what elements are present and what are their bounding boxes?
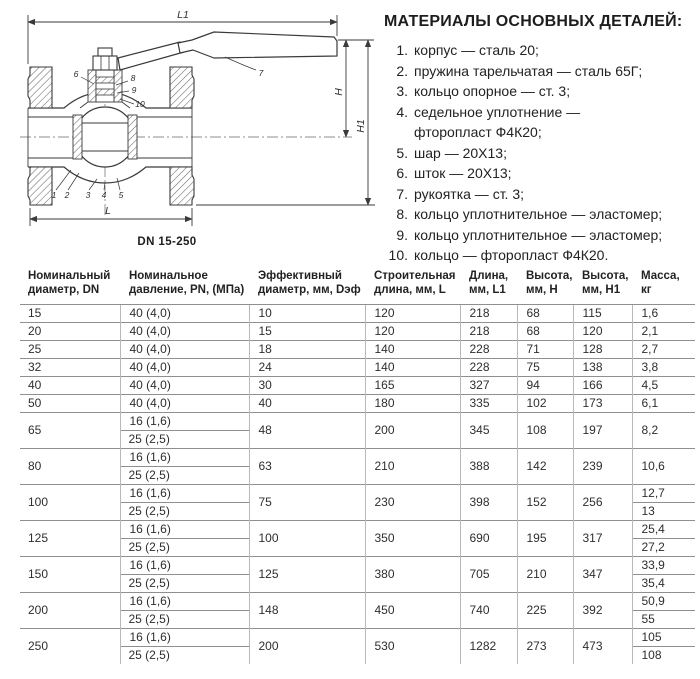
table-cell: 50,9 [632,593,695,611]
spec-table-head-row [20,270,695,305]
table-cell: 16 (1,6) [120,413,249,431]
table-row [20,341,695,359]
material-item [384,40,696,61]
table-cell: 347 [573,557,632,593]
material-item-text: пружина тарельчатая — сталь 65Г; [414,62,643,79]
table-cell: 6,1 [632,395,695,413]
table-cell: 16 (1,6) [120,557,249,575]
material-item-number: 10. [388,247,408,263]
table-cell: 10 [249,305,365,323]
table-row [20,485,695,503]
callout-8: 8 [130,73,136,83]
material-item-text: шток — 20Х13; [414,165,512,181]
table-cell: 120 [365,305,460,323]
table-cell: 705 [460,557,517,593]
table-cell: 380 [365,557,460,593]
table-cell: 100 [249,521,365,557]
table-cell: 740 [460,593,517,629]
table-cell: 530 [365,629,460,665]
table-cell: 40 (4,0) [120,377,249,395]
table-cell: 317 [573,521,632,557]
table-cell: 100 [20,485,120,521]
callout-7: 7 [258,68,264,78]
material-item-number: 6. [396,165,408,181]
table-cell: 350 [365,521,460,557]
material-item-number: 1. [396,42,408,58]
callout-4: 4 [101,190,107,200]
dimension-h1 [196,40,375,205]
material-item-text: кольцо опорное — ст. 3; [414,83,571,99]
material-item-number: 4. [396,103,408,120]
table-cell: 152 [517,485,573,521]
table-cell: 273 [517,629,573,665]
table-cell: 473 [573,629,632,665]
table-cell: 3,8 [632,359,695,377]
table-cell: 105 [632,629,695,647]
table-cell: 108 [632,647,695,665]
spec-table-body [20,305,695,665]
table-cell: 140 [365,359,460,377]
table-row [20,305,695,323]
table-cell: 210 [517,557,573,593]
table-cell: 128 [573,341,632,359]
table-row [20,395,695,413]
material-item-text: седельное уплотнение — фторопласт Ф4К20; [414,103,581,140]
table-cell: 195 [517,521,573,557]
material-item [384,225,696,246]
dimension-label-h1: H1 [355,119,367,133]
table-cell: 388 [460,449,517,485]
table-cell: 16 (1,6) [120,449,249,467]
material-item-text: шар — 20Х13; [414,144,507,161]
materials-title: МАТЕРИАЛЫ ОСНОВНЫХ ДЕТАЛЕЙ: [384,13,683,30]
table-cell: 40 (4,0) [120,395,249,413]
material-item-number: 2. [396,62,408,79]
table-cell: 63 [249,449,365,485]
table-cell: 200 [365,413,460,449]
table-cell: 27,2 [632,539,695,557]
table-cell: 25,4 [632,521,695,539]
table-cell: 138 [573,359,632,377]
callout-2: 2 [64,190,70,200]
table-cell: 20 [20,323,120,341]
table-row [20,323,695,341]
material-item-number: 8. [396,206,408,222]
table-cell: 108 [517,413,573,449]
material-item [384,81,696,102]
table-cell: 239 [573,449,632,485]
table-cell: 24 [249,359,365,377]
material-item [384,245,696,266]
table-cell: 40 (4,0) [120,305,249,323]
material-item [384,184,696,205]
table-cell: 230 [365,485,460,521]
material-item-text: кольцо — фторопласт Ф4К20. [414,247,609,263]
table-cell: 200 [249,629,365,665]
callout-3: 3 [85,190,91,200]
table-row [20,629,695,647]
table-cell: 115 [573,305,632,323]
table-cell: 166 [573,377,632,395]
column-header: Строительная длина, мм, L [365,270,460,305]
table-cell: 94 [517,377,573,395]
table-row [20,557,695,575]
callout-5: 5 [118,190,124,200]
table-cell: 16 (1,6) [120,485,249,503]
table-cell: 32 [20,359,120,377]
table-cell: 4,5 [632,377,695,395]
table-cell: 335 [460,395,517,413]
table-cell: 8,2 [632,413,695,449]
table-cell: 218 [460,305,517,323]
material-item-number: 3. [396,83,408,99]
table-cell: 16 (1,6) [120,593,249,611]
table-cell: 50 [20,395,120,413]
material-item-text: кольцо уплотнительное — эластомер; [414,226,663,243]
material-item-number: 9. [396,226,408,243]
column-header: Высота, мм, H1 [573,270,632,305]
callout-6: 6 [73,69,79,79]
table-cell: 13 [632,503,695,521]
material-item-number: 7. [396,185,408,202]
table-cell: 228 [460,341,517,359]
callout-1: 1 [51,190,57,200]
table-cell: 2,1 [632,323,695,341]
table-cell: 1,6 [632,305,695,323]
materials-list [384,40,696,266]
table-cell: 15 [249,323,365,341]
table-cell: 15 [28,306,42,320]
table-cell: 40 [249,395,365,413]
material-item-number: 5. [396,144,408,161]
table-cell: 55 [632,611,695,629]
table-cell: 65 [20,413,120,449]
table-cell: 228 [460,359,517,377]
table-cell: 75 [517,359,573,377]
table-cell: 250 [20,629,120,665]
table-cell: 25 [20,341,120,359]
table-cell: 25 (2,5) [120,503,249,521]
material-item [384,204,696,225]
dimension-label-l1: L1 [177,9,189,21]
column-header: Номинальное давление, PN, (МПа) [120,270,249,305]
column-header: Длина, мм, L1 [460,270,517,305]
table-cell: 80 [20,449,120,485]
table-cell: 150 [20,557,120,593]
table-cell: 690 [460,521,517,557]
table-cell: 120 [573,323,632,341]
table-cell: 30 [249,377,365,395]
table-cell: 140 [365,341,460,359]
material-item-text: кольцо уплотнительное — эластомер; [414,206,663,222]
column-header: Эффективный диаметр, мм, Dэф [249,270,365,305]
table-cell: 40 (4,0) [120,359,249,377]
valve-ball [73,107,137,167]
table-cell: 25 (2,5) [120,431,249,449]
table-cell: 225 [517,593,573,629]
column-header: Масса, кг [632,270,695,305]
table-cell: 25 (2,5) [120,611,249,629]
spec-table [20,270,695,664]
material-item [384,102,696,143]
dimension-l [30,208,192,226]
table-cell: 25 (2,5) [120,539,249,557]
table-cell: 165 [365,377,460,395]
table-cell: 40 [20,377,120,395]
table-cell: 142 [517,449,573,485]
table-cell: 71 [517,341,573,359]
table-cell: 12,7 [632,485,695,503]
dimension-label-h: H [333,88,345,96]
table-cell: 218 [460,323,517,341]
table-cell: 197 [573,413,632,449]
table-cell: 68 [517,323,573,341]
column-header: Номинальный диаметр, DN [20,270,120,305]
table-cell: 40 (4,0) [120,341,249,359]
table-cell: 200 [20,593,120,629]
table-cell: 398 [460,485,517,521]
dimension-label-l: L [105,205,111,217]
table-cell: 102 [517,395,573,413]
callout-9: 9 [131,85,137,95]
table-cell: 18 [249,341,365,359]
material-item-text: рукоятка — ст. 3; [414,185,525,202]
table-cell: 120 [365,323,460,341]
table-row [20,593,695,611]
table-row [20,359,695,377]
table-cell: 125 [249,557,365,593]
table-cell: 180 [365,395,460,413]
material-item [384,61,696,82]
table-cell: 1282 [460,629,517,665]
table-cell: 2,7 [632,341,695,359]
table-cell: 25 (2,5) [120,467,249,485]
table-cell: 173 [573,395,632,413]
material-item [384,163,696,184]
table-cell: 392 [573,593,632,629]
material-item [384,143,696,164]
table-cell: 16 (1,6) [120,629,249,647]
material-item-text: корпус — сталь 20; [414,42,539,58]
table-cell: 16 (1,6) [120,521,249,539]
table-cell: 256 [573,485,632,521]
table-cell: 48 [249,413,365,449]
table-cell: 450 [365,593,460,629]
callout-10: 10 [135,99,145,109]
valve-drawing [0,0,385,260]
column-header: Высота, мм, H [517,270,573,305]
table-row [20,521,695,539]
drawing-caption: DN 15-250 [137,236,197,248]
table-cell: 327 [460,377,517,395]
table-cell: 25 (2,5) [120,575,249,593]
table-cell: 25 (2,5) [120,647,249,665]
table-cell: 345 [460,413,517,449]
table-cell: 75 [249,485,365,521]
valve-handle [118,32,337,70]
table-cell: 148 [249,593,365,629]
table-row [20,413,695,431]
table-cell: 40 (4,0) [120,323,249,341]
table-cell: 35,4 [632,575,695,593]
table-row [20,377,695,395]
table-cell: 68 [517,305,573,323]
table-row [20,449,695,467]
table-cell: 125 [20,521,120,557]
table-cell: 10,6 [632,449,695,485]
table-cell: 33,9 [632,557,695,575]
materials-section [384,13,696,266]
table-cell: 210 [365,449,460,485]
